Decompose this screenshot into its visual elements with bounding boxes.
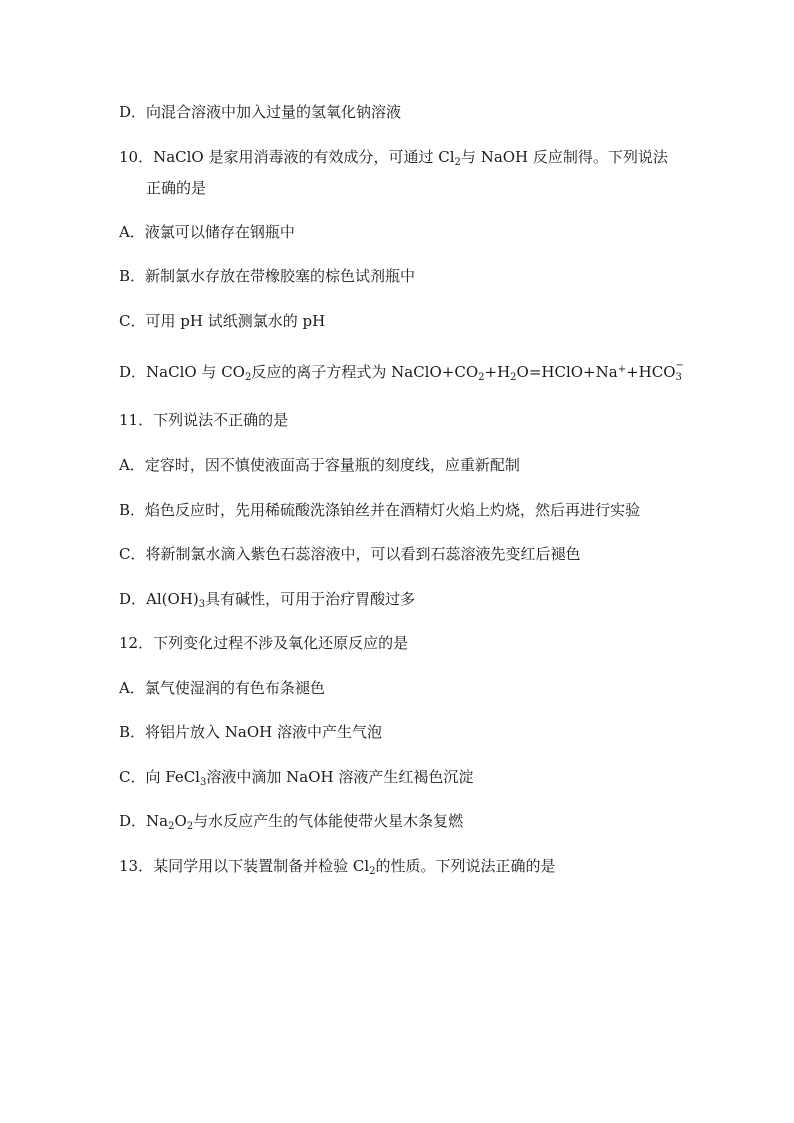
q13-stem: 13．某同学用以下装置制备并检验 $Cl_2$的性质。下列说法正确的是 <box>119 857 556 877</box>
q10-option-d: D．NaClO 与 $CO_2$反应的离子方程式为 $NaClO+CO_2+H_2O=HClO+Na^++HCO$ − $_3$ <box>119 360 684 383</box>
q11-option-d: D．$Al(OH)_3$具有碱性，可用于治疗胃酸过多 <box>119 590 416 610</box>
q12-option-a: A．氯气使湿润的有色布条褪色 <box>119 679 325 697</box>
q12-option-d: D．$Na_2O_2$与水反应产生的气体能使带火星木条复燃 <box>119 812 464 832</box>
q11-option-a: A．定容时，因不慎使液面高于容量瓶的刻度线，应重新配制 <box>119 456 520 474</box>
q10-stem-continued: 正确的是 <box>146 179 207 197</box>
q10-option-c: C．可用 pH 试纸测氯水的 pH <box>119 312 326 330</box>
q12-stem: 12．下列变化过程不涉及氧化还原反应的是 <box>119 634 409 652</box>
q10-option-b: B．新制氯水存放在带橡胶塞的棕色试剂瓶中 <box>119 267 416 285</box>
q11-stem: 11．下列说法不正确的是 <box>119 411 289 429</box>
q11-option-b: B．焰色反应时，先用稀硫酸洗涤铂丝并在酒精灯火焰上灼烧，然后再进行实验 <box>119 501 641 519</box>
q9-option-d: D．向混合溶液中加入过量的氢氧化钠溶液 <box>119 103 402 121</box>
q10-stem: 10．NaClO 是家用消毒液的有效成分，可通过 $Cl_2$与 NaOH 反应制得。下列说法 <box>119 148 668 168</box>
bicarbonate-ion-indices: − $_3$ <box>675 360 684 383</box>
q12-option-c: C．向 FeCl$_3$溶液中滴加 NaOH 溶液产生红褐色沉淀 <box>119 768 474 788</box>
q10-option-a: A．液氯可以储存在钢瓶中 <box>119 223 295 241</box>
q11-option-c: C．将新制氯水滴入紫色石蕊溶液中，可以看到石蕊溶液先变红后褪色 <box>119 545 581 563</box>
q12-option-b: B．将铝片放入 NaOH 溶液中产生气泡 <box>119 723 383 741</box>
